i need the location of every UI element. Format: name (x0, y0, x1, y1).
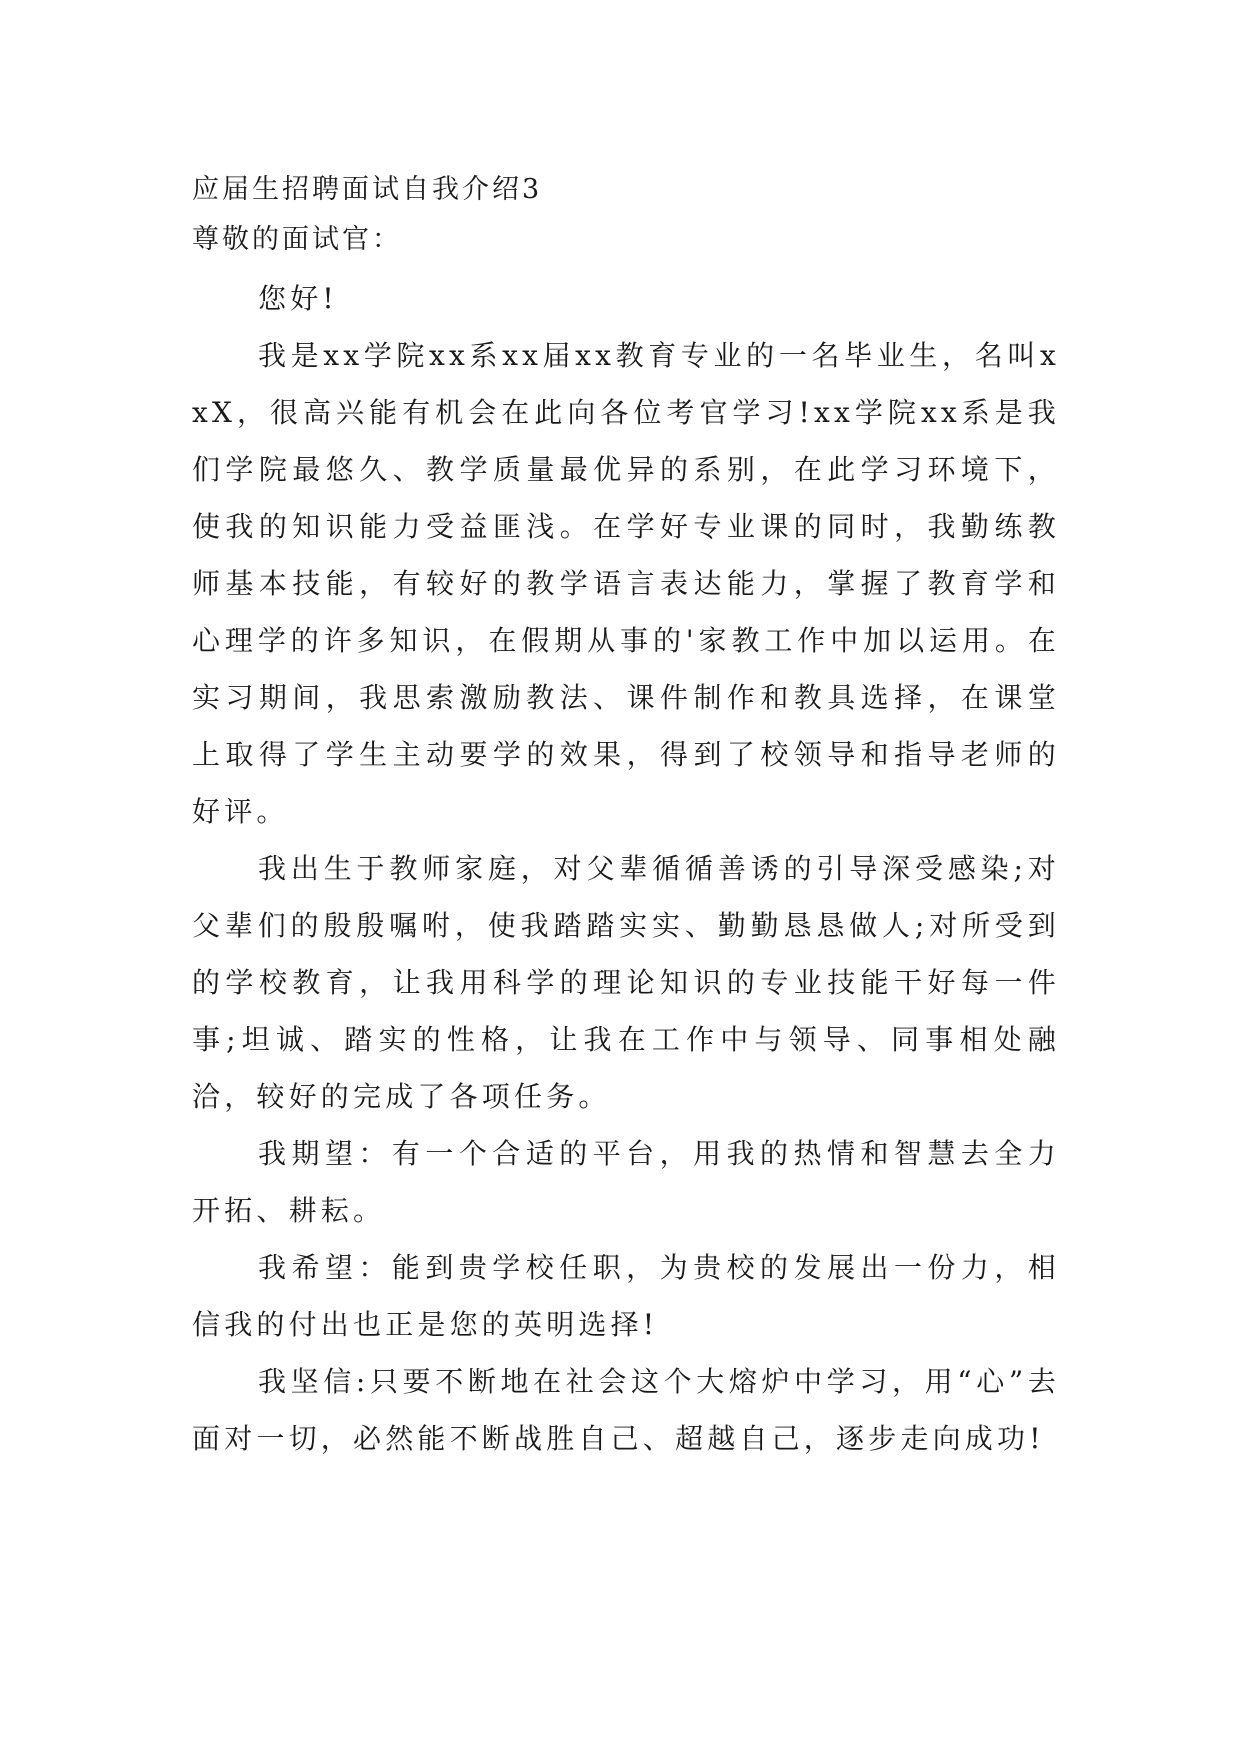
paragraph-hope: 我希望：能到贵学校任职，为贵校的发展出一份力，相信我的付出也正是您的英明选择! (192, 1251, 1060, 1341)
salutation: 尊敬的面试官： (192, 224, 402, 255)
paragraph-expectation: 我期望：有一个合适的平台，用我的热情和智慧去全力开拓、耕耘。 (192, 1137, 1060, 1227)
paragraph-greeting: 您好! (258, 282, 338, 315)
document-title: 应届生招聘面试自我介绍3 (192, 174, 543, 205)
paragraph-background: 我出生于教师家庭，对父辈循循善诱的引导深受感染;对父辈们的殷殷嘱咐，使我踏踏实实、勤勤恳恳做人;对所受到的学校教育，让我用科学的理论知识的专业技能干好每一件事;坦诚、踏实的性格，让我在工作中与领导、同事相处融洽，较好的完成了各项任务。 (192, 852, 1060, 1113)
document-body (192, 168, 1060, 1467)
paragraph-belief: 我坚信:只要不断地在社会这个大熔炉中学习，用“心”去面对一切，必然能不断战胜自己、超越自己，逐步走向成功! (192, 1365, 1060, 1455)
paragraph-introduction: 我是xx学院xx系xx届xx教育专业的一名毕业生，名叫xxX，很高兴能有机会在此向各位考官学习!xx学院xx系是我们学院最悠久、教学质量最优异的系别，在此学习环境下，使我的知识能力受益匪浅。在学好专业课的同时，我勤练教师基本技能，有较好的教学语言表达能力，掌握了教育学和心理学的许多知识，在假期从事的'家教工作中加以运用。在实习期间，我思索激励教法、课件制作和教具选择，在课堂上取得了学生主动要学的效果，得到了校领导和指导老师的好评。 (192, 339, 1060, 828)
